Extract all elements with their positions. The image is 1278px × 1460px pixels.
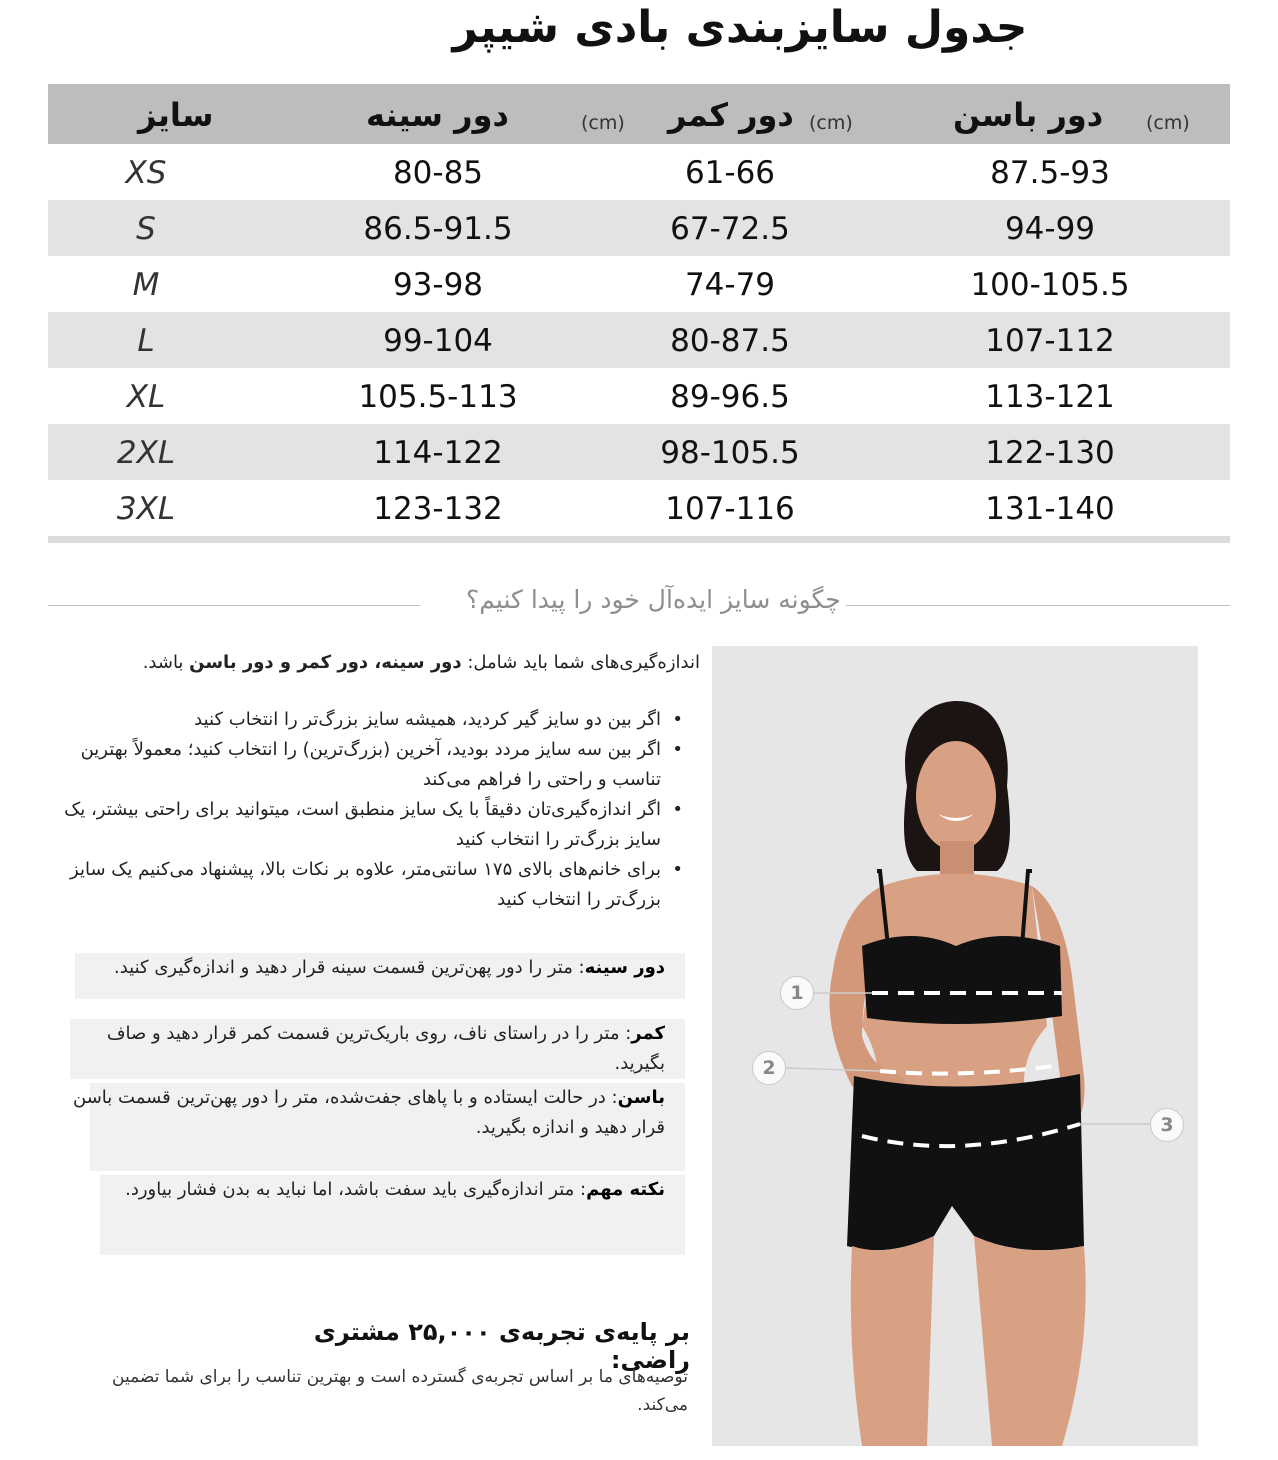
header-waist-unit: (cm) [809, 112, 853, 134]
page-title: جدول سایزبندی بادی شیپر [452, 2, 1028, 53]
tip-text: اگر بین دو سایز گیر کردید، همیشه سایز بزرگ‌تر را انتخاب کنید [194, 709, 661, 730]
guide-intro [60, 650, 700, 676]
cell-waist: 98-105.5 [660, 435, 800, 471]
list-item [55, 795, 695, 855]
definition-important [70, 1175, 685, 1255]
tips-list [55, 705, 695, 915]
table-row [48, 480, 1230, 536]
bullet-icon: • [672, 739, 683, 760]
list-item [55, 705, 695, 735]
list-item [55, 735, 695, 795]
cell-size: 3XL [116, 491, 176, 527]
cell-bust: 99-104 [383, 323, 493, 359]
table-row [48, 144, 1230, 200]
measurement-definitions [70, 953, 685, 1259]
cell-bust: 93-98 [392, 267, 484, 303]
table-row [48, 424, 1230, 480]
definition-content [70, 1083, 685, 1143]
header-bust: دور سینه [366, 96, 509, 134]
definition-text: : متر را در راستای ناف، روی باریک‌ترین قسمت کمر قرار دهید و صاف بگیرید. [106, 1023, 665, 1074]
guide-heading: چگونه سایز ایده‌آل خود را پیدا کنیم؟ [466, 585, 841, 614]
cell-bust: 86.5-91.5 [363, 211, 513, 247]
cell-waist: 80-87.5 [670, 323, 790, 359]
cell-hip: 100-105.5 [970, 267, 1130, 303]
cell-size: M [132, 267, 160, 303]
cell-waist: 61-66 [684, 155, 776, 191]
header-hip: دور باسن [953, 96, 1104, 134]
cell-waist: 107-116 [665, 491, 795, 527]
tip-text: اگر بین سه سایز مردد بودید، آخرین (بزرگ‌ترین) را انتخاب کنید؛ معمولاً بهترین تناسب و راحتی را فراهم می‌کند [80, 739, 661, 790]
definition-content [70, 1019, 685, 1079]
definition-term: کمر [631, 1023, 665, 1044]
cell-size: 2XL [116, 435, 176, 471]
cell-hip: 113-121 [985, 379, 1115, 415]
intro-suffix: باشد. [142, 652, 190, 673]
intro-bold: دور سینه، دور کمر و دور باسن [189, 652, 462, 673]
bullet-icon: • [672, 859, 683, 880]
divider-right [846, 605, 1230, 606]
definition-text: : متر را دور پهن‌ترین قسمت سینه قرار دهید و اندازه‌گیری کنید. [114, 957, 585, 978]
header-bust-unit: (cm) [581, 112, 625, 134]
table-row [48, 368, 1230, 424]
cell-waist: 74-79 [684, 267, 776, 303]
model-photo [712, 646, 1198, 1446]
cell-hip: 122-130 [985, 435, 1115, 471]
bullet-icon: • [672, 709, 683, 730]
size-table [48, 84, 1230, 543]
header-size: سایز [138, 96, 214, 134]
cell-waist: 67-72.5 [670, 211, 790, 247]
cell-bust: 105.5-113 [358, 379, 518, 415]
cell-size: XS [125, 155, 167, 191]
cell-size: S [136, 211, 156, 247]
guide-heading-row [48, 583, 1230, 619]
model-illustration [712, 646, 1198, 1446]
table-bottom-border [48, 536, 1230, 543]
cell-waist: 89-96.5 [670, 379, 790, 415]
definition-waist [70, 1019, 685, 1079]
cell-hip: 87.5-93 [990, 155, 1110, 191]
table-row [48, 200, 1230, 256]
definition-bust [70, 953, 685, 1015]
intro-prefix: اندازه‌گیری‌های شما باید شامل: [461, 652, 700, 673]
header-waist: دور کمر [668, 96, 794, 134]
definition-term: باسن [617, 1087, 665, 1108]
cell-bust: 80-85 [392, 155, 484, 191]
definition-text: : در حالت ایستاده و با پاهای جفت‌شده، متر را دور پهن‌ترین قسمت باسن قرار دهید و اندازه بگیرید. [73, 1087, 665, 1138]
table-header [48, 84, 1230, 144]
bullet-icon: • [672, 799, 683, 820]
definition-content [70, 1175, 685, 1205]
trust-title: بر پایه‌ی تجربه‌ی ۲۵,۰۰۰ مشتری راضی: [313, 1318, 690, 1374]
table-row [48, 312, 1230, 368]
cell-hip: 131-140 [985, 491, 1115, 527]
tip-text: اگر اندازه‌گیری‌تان دقیقاً با یک سایز منطبق است، میتوانید برای راحتی بیشتر، یک سایز بزرگ‌تر را انتخاب کنید [64, 799, 661, 850]
cell-hip: 94-99 [1004, 211, 1096, 247]
marker-1: 1 [780, 976, 814, 1010]
definition-content [70, 953, 685, 983]
definition-hip [70, 1083, 685, 1171]
marker-2: 2 [752, 1051, 786, 1085]
cell-bust: 114-122 [373, 435, 503, 471]
tip-text: برای خانم‌های بالای ۱۷۵ سانتی‌متر، علاوه بر نکات بالا، پیشنهاد می‌کنیم یک سایز بزرگ‌تر را انتخاب کنید [70, 859, 661, 910]
definition-text: : متر اندازه‌گیری باید سفت باشد، اما نباید به بدن فشار بیاورد. [125, 1179, 587, 1200]
cell-hip: 107-112 [985, 323, 1115, 359]
divider-left [48, 605, 420, 606]
marker-3: 3 [1150, 1108, 1184, 1142]
header-hip-unit: (cm) [1146, 112, 1190, 134]
cell-size: L [137, 323, 155, 359]
definition-term: دور سینه [584, 957, 665, 978]
definition-term: نکته مهم [586, 1179, 665, 1200]
list-item [55, 855, 695, 915]
cell-bust: 123-132 [373, 491, 503, 527]
table-row [48, 256, 1230, 312]
trust-text: توصیه‌های ما بر اساس تجربه‌ی گسترده است و بهترین تناسب را برای شما تضمین می‌کند. [112, 1367, 688, 1415]
cell-size: XL [126, 379, 166, 415]
